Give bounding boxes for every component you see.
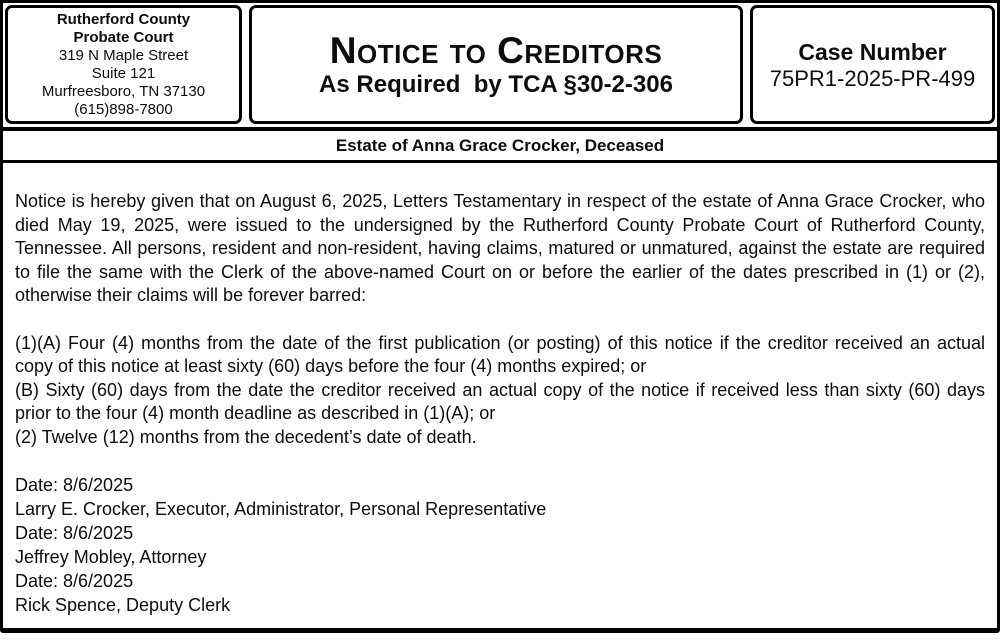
document-title: Notice to Creditors — [329, 29, 663, 71]
estate-title: Estate of Anna Grace Crocker, Deceased — [335, 135, 665, 155]
court-phone: (615)898-7800 — [74, 100, 173, 118]
case-number-box — [750, 5, 995, 124]
signature-date-clerk: Date: 8/6/2025 — [15, 571, 134, 591]
clause-b: (B) Sixty (60) days from the date the creditor received an actual copy of the notice if received less than sixty (60) days prior to the four (4) month deadline as described in (1)(A); or — [15, 379, 985, 423]
court-address-box — [5, 5, 242, 124]
court-name-line1: Rutherford County — [56, 10, 191, 28]
signature-date-executor: Date: 8/6/2025 — [15, 475, 134, 495]
signature-name-clerk: Rick Spence, Deputy Clerk — [15, 595, 231, 615]
court-name-line2: Probate Court — [73, 28, 174, 46]
case-number-value: 75PR1-2025-PR-499 — [769, 65, 976, 91]
court-address-suite: Suite 121 — [91, 64, 156, 82]
notice-body — [3, 163, 997, 628]
deadline-clauses — [15, 332, 985, 450]
estate-title-bar — [3, 131, 997, 163]
signature-block — [15, 473, 985, 617]
notice-paragraph: Notice is hereby given that on August 6, 2025, Letters Testamentary in respect of the estate of Anna Grace Crocker, who died May 19, 2025, were issued to the undersigned by the Rutherford County Probate Court of Rutherford County, Tennessee. All persons, resident and non-resident, having claims, matured or unmatured, against the estate are required to file the same with the Clerk of the above-named Court on or before the earlier of the dates prescribed in (1) or (2), otherwise their claims will be forever barred: — [15, 191, 985, 305]
case-number-label: Case Number — [798, 38, 947, 65]
clause-1a: (1)(A) Four (4) months from the date of the first publication (or posting) of this notice if the creditor received an actual copy of this notice at least sixty (60) days before the four (4) months expired; or — [15, 332, 985, 376]
signature-date-attorney: Date: 8/6/2025 — [15, 523, 134, 543]
document-subtitle: As Required by TCA §30-2-306 — [319, 70, 673, 98]
header-row — [5, 5, 995, 124]
clause-2: (2) Twelve (12) months from the decedent’s date of death. — [15, 426, 477, 447]
signature-name-executor: Larry E. Crocker, Executor, Administrator, Personal Representative — [15, 499, 547, 519]
court-address-street: 319 N Maple Street — [58, 46, 189, 64]
signature-name-attorney: Jeffrey Mobley, Attorney — [15, 547, 207, 567]
notice-title-box — [249, 5, 743, 124]
court-address-city: Murfreesboro, TN 37130 — [41, 82, 206, 100]
